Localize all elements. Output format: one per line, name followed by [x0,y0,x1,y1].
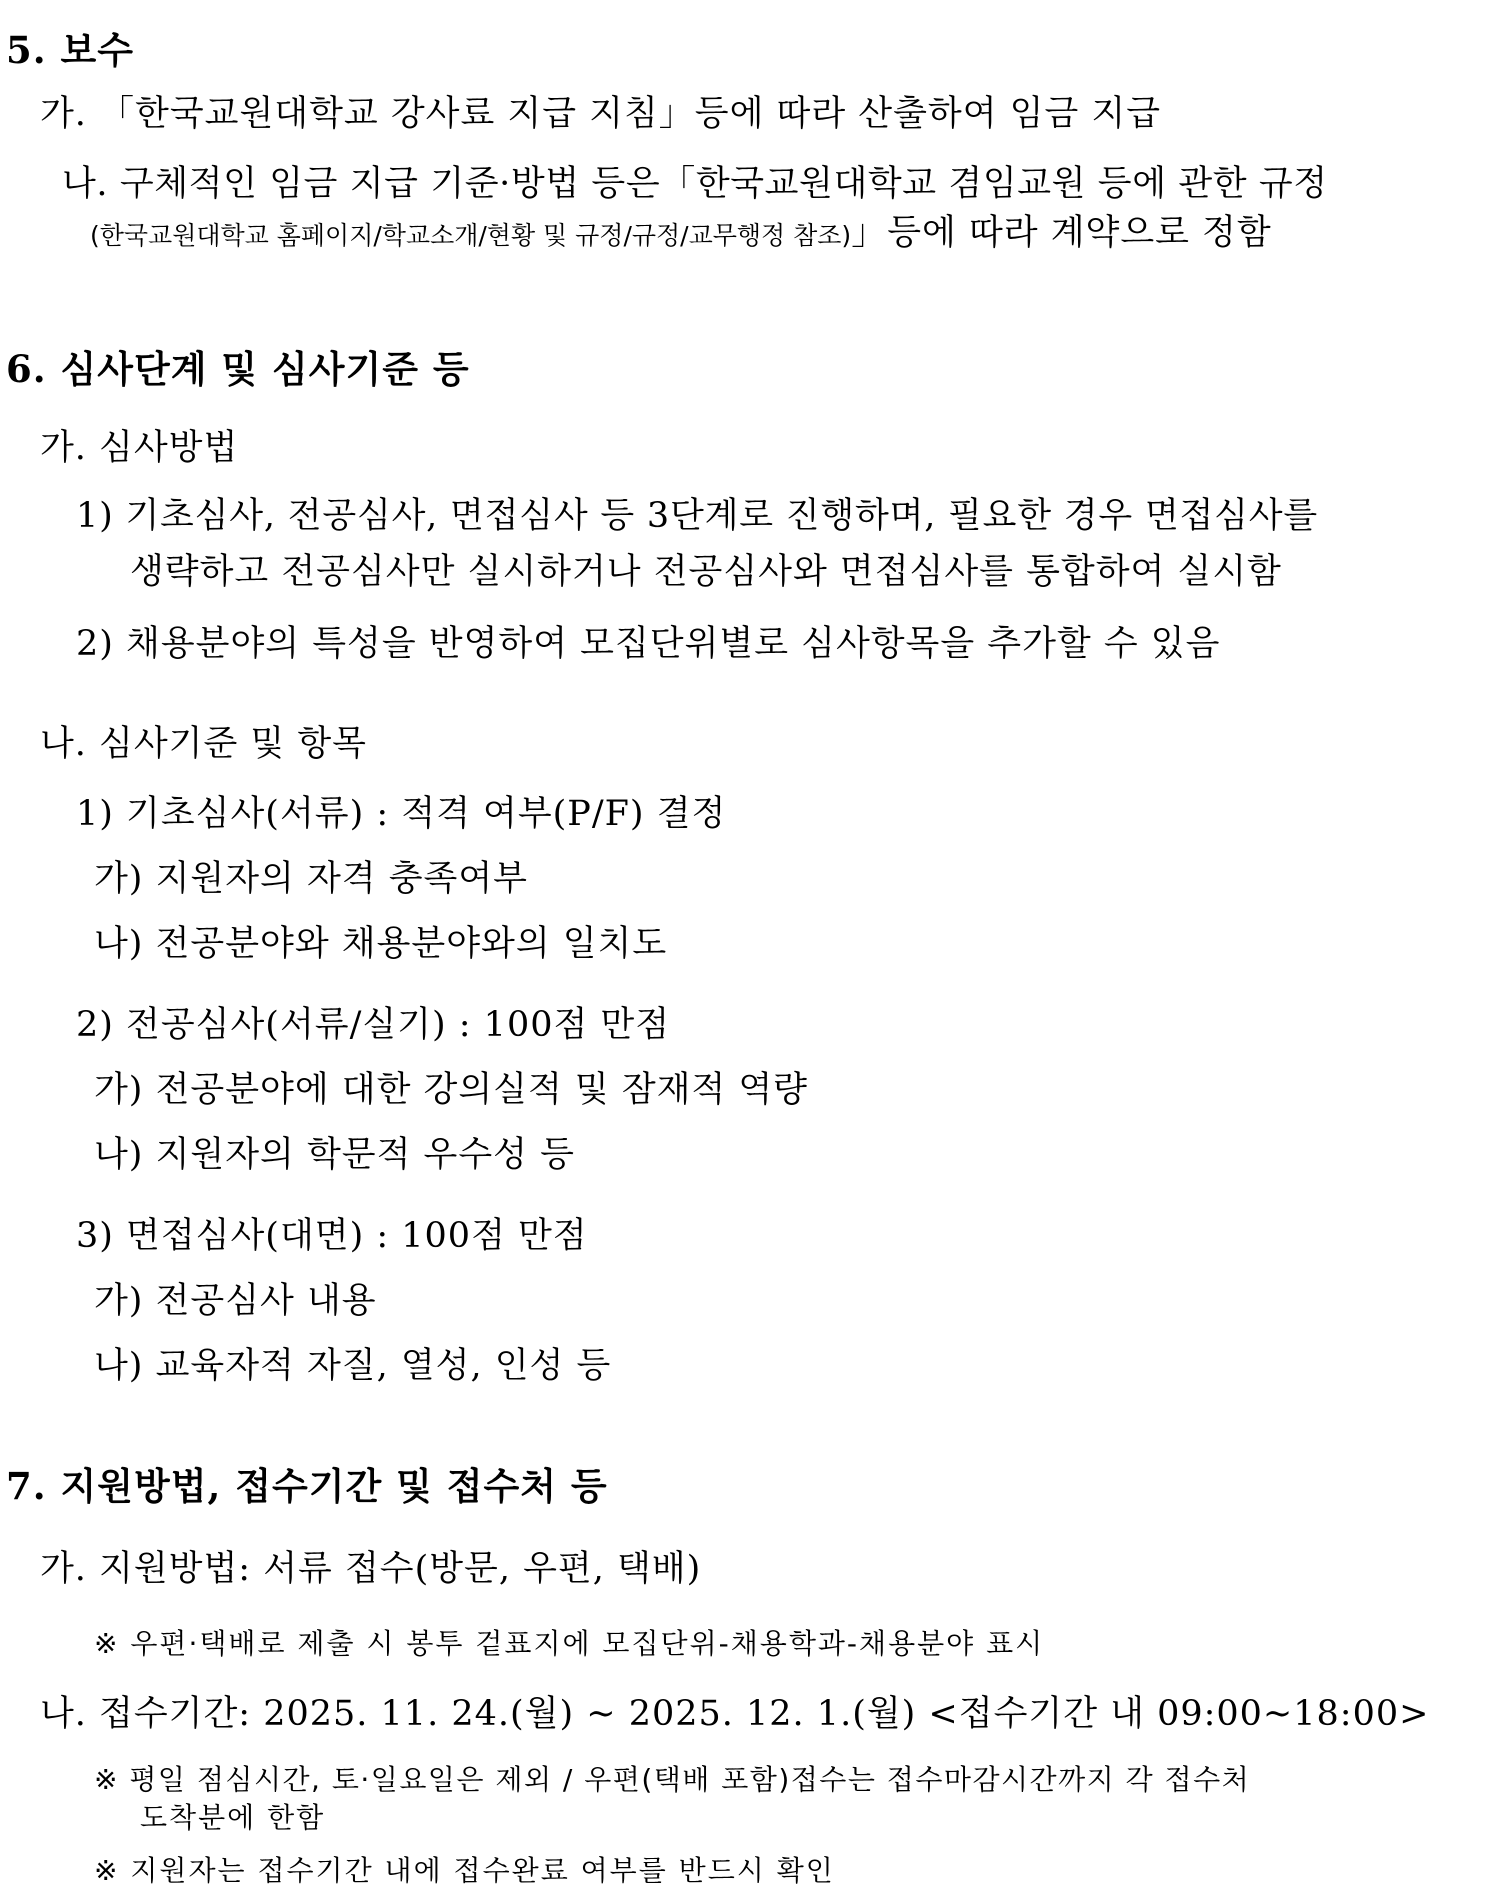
section-6-na-2: 2) 전공심사(서류/실기) : 100점 만점 [76,1005,671,1045]
section-7-item-ga: 가. 지원방법: 서류 접수(방문, 우편, 택배) [40,1549,702,1589]
section-6-ga-1-line1: 1) 기초심사, 전공심사, 면접심사 등 3단계로 진행하며, 필요한 경우 면접심사를 [76,496,1318,536]
section-7-na-note1-line1: ※ 평일 점심시간, 토·일요일은 제외 / 우편(택배 포함)접수는 접수마감시간까지 각 접수처 [94,1763,1251,1796]
section-6-na-1-ga: 가) 지원자의 자격 충족여부 [94,859,528,899]
reference-note: (한국교원대학교 홈페이지/학교소개/현황 및 규정/규정/교무행정 참조) [90,221,852,250]
section-5-item-na-line2 [90,211,1272,258]
section-5-item-ga: 가. 「한국교원대학교 강사료 지급 지침」등에 따라 산출하여 임금 지급 [40,94,1162,134]
section-6-na-1-na: 나) 전공분야와 채용분야와의 일치도 [94,924,668,964]
section-6-item-na: 나. 심사기준 및 항목 [40,724,367,764]
section-7-title: 7. 지원방법, 접수기간 및 접수처 등 [6,1464,608,1508]
section-5-title: 5. 보수 [6,28,134,72]
section-6-title: 6. 심사단계 및 심사기준 등 [6,347,470,391]
section-7-ga-note: ※ 우편·택배로 제출 시 봉투 겉표지에 모집단위-채용학과-채용분야 표시 [94,1627,1045,1660]
section-7-na-note2: ※ 지원자는 접수기간 내에 접수완료 여부를 반드시 확인 [94,1854,835,1887]
section-6-na-3-ga: 가) 전공심사 내용 [94,1281,377,1321]
section-6-ga-2: 2) 채용분야의 특성을 반영하여 모집단위별로 심사항목을 추가할 수 있음 [76,624,1221,664]
section-7-item-na: 나. 접수기간: 2025. 11. 24.(월) ~ 2025. 12. 1.(월) <접수기간 내 09:00~18:00> [40,1694,1430,1734]
section-6-na-1: 1) 기초심사(서류) : 적격 여부(P/F) 결정 [76,794,727,834]
section-5-item-na-line1: 나. 구체적인 임금 지급 기준·방법 등은「한국교원대학교 겸임교원 등에 관한 규정 [62,164,1328,204]
section-6-na-3-na: 나) 교육자적 자질, 열성, 인성 등 [94,1346,612,1386]
section-6-na-2-na: 나) 지원자의 학문적 우수성 등 [94,1135,575,1175]
section-7-na-note1-line2: 도착분에 한함 [140,1801,326,1834]
section-6-item-ga: 가. 심사방법 [40,428,239,468]
section-6-ga-1-line2: 생략하고 전공심사만 실시하거나 전공심사와 면접심사를 통합하여 실시함 [130,552,1282,592]
section-6-na-2-ga: 가) 전공분야에 대한 강의실적 및 잠재적 역량 [94,1070,808,1110]
section-5-item-na-rest: 」등에 따라 계약으로 정함 [851,213,1272,253]
section-6-na-3: 3) 면접심사(대면) : 100점 만점 [76,1216,588,1256]
